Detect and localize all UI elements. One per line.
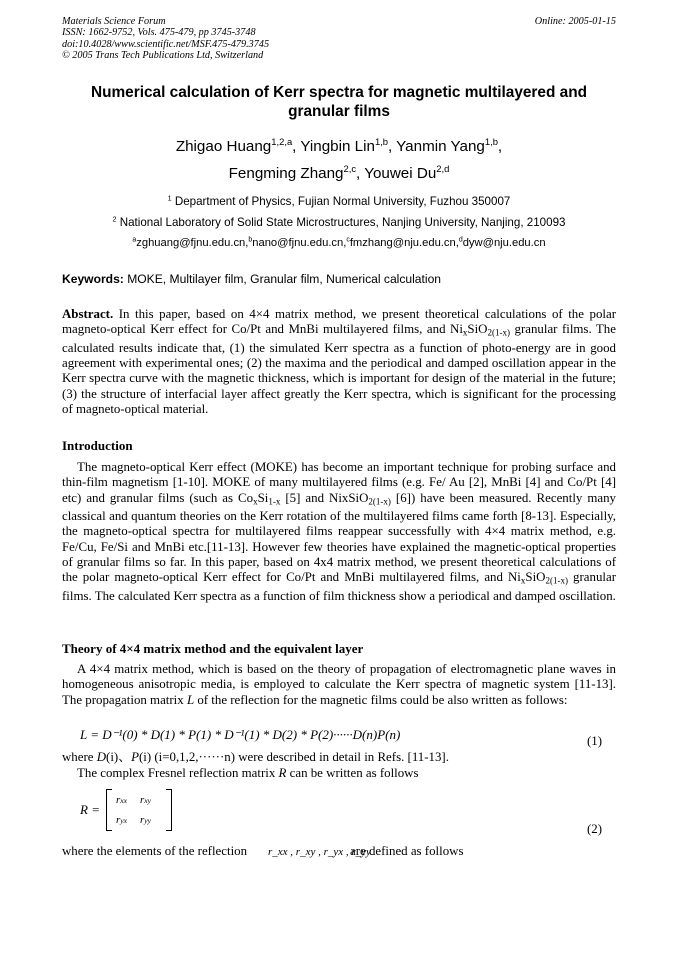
subscript: x — [520, 575, 526, 586]
math-symbol: P — [131, 750, 139, 764]
matrix-body — [112, 790, 166, 830]
theory-text: where — [62, 750, 97, 764]
intro-text: [5] and NixSiO — [280, 490, 369, 505]
abstract — [62, 307, 616, 417]
theory-paragraph — [62, 662, 616, 708]
affiliation-2 — [62, 216, 616, 230]
author-sep: , — [497, 138, 503, 155]
equation-number-1: (1) — [587, 734, 603, 748]
page-header — [62, 16, 616, 61]
affil-text: Department of Physics, Fujian Normal University, Fuzhou 350007 — [171, 195, 511, 208]
theory-text: of the reflection for the magnetic films could be also written as follows: — [194, 692, 568, 707]
affiliation-1 — [62, 195, 616, 209]
email-link[interactable]: zghuang@fjnu.edu.cn, — [136, 237, 249, 249]
email-sup: a — [132, 236, 137, 244]
equation-1: L = D⁻¹(0) * D(1) * P(1) * D⁻¹(1) * D(2) * P(2)······D(n)P(n) — [80, 727, 401, 742]
intro-text: [6]) have been measured. Recently many classical and quantum theories on the Kerr rotation of the multilayered films came forth [8-13]. Especially, the magneto-optical spectra for multilayered films reappear successfully with 4×4 matrix method, e.g. Fe/Cu, Fe/Si and MnBi etc.[11-13]. However few theories have explained the magnetic-optical properties of granular films so far. In this paper, based on 4x4 matrix method, we present theoretical calculations of the polar magneto-optical Kerr effect for Co/Pt and MnBi multilayered films, and Ni — [62, 490, 616, 585]
email-list — [62, 236, 616, 250]
author-affil-sup: 1,b — [484, 135, 498, 147]
email-sup: c — [346, 236, 350, 244]
matrix-bracket-right — [166, 789, 172, 831]
theory-text: The complex Fresnel reflection matrix — [77, 766, 279, 780]
matrix-element: r xy — [139, 794, 152, 806]
fresnel-line — [77, 766, 631, 781]
subscript: x — [462, 327, 468, 338]
abstract-text: granular films. The calculated results indicate that, (1) the simulated Kerr spectra as a function of photo-energy are in good agreement with experimental ones; (2) the maxima and the periodical and damped oscillation appear in the Kerr spectra curve with the magnetic thickness, which is important for design of the material in the future; (3) the structure of interfacial layer affect greatly the Kerr spectra, which is significant for the processing of magneto-optical material. — [62, 322, 616, 417]
keywords-text: MOKE, Multilayer film, Granular film, Numerical calculation — [123, 272, 442, 286]
keywords — [62, 272, 616, 287]
issn: ISSN: 1662-9752, Vols. 475-479, pp 3745-3748 — [62, 27, 256, 39]
intro-text: Si — [257, 490, 269, 505]
introduction-paragraph — [62, 460, 616, 604]
author-affil-sup: 1,2,a — [271, 135, 293, 147]
equation-2-matrix — [80, 788, 172, 832]
theory-text: A 4×4 matrix method, which is based on the theory of propagation of electromagnetic plane waves in homogeneous anisotropic media, is employed to calculate the Kerr spectra of magnetic system [11-13]. The propagation matrix — [62, 662, 616, 707]
affil-sup: 2 — [112, 214, 117, 224]
matrix-element: r yy — [139, 814, 152, 826]
theory-text: (i) (i=0,1,2,······n) were described in detail in Refs. [11-13]. — [138, 750, 449, 764]
subscript: 2(1-x) — [545, 575, 568, 586]
math-symbol: L — [186, 692, 195, 707]
theory-text: can be written as follows — [286, 766, 419, 780]
author-name: , Youwei Du — [356, 165, 437, 182]
reflection-elements-tail: are defined as follows — [350, 844, 464, 858]
theory-text: where the elements of the reflection — [62, 844, 248, 858]
email-link[interactable]: nano@fjnu.edu.cn, — [252, 237, 347, 249]
author-name: , Yingbin Lin — [292, 138, 375, 155]
subscript: 2(1-x) — [487, 327, 511, 338]
math-symbol: D — [96, 750, 107, 764]
abstract-text: SiO — [467, 322, 488, 337]
intro-text: granular films. The calculated Kerr spectra as a function of film thickness show a periodical and damped oscillation. — [62, 570, 617, 603]
matrix-lhs: R = — [80, 802, 100, 817]
author-affil-sup: 2,d — [436, 162, 450, 174]
journal-name: Materials Science Forum — [62, 16, 166, 27]
section-heading-introduction: Introduction — [62, 438, 133, 453]
affil-sup: 1 — [167, 193, 172, 203]
title-line-1: Numerical calculation of Kerr spectra for magnetic multilayered and — [90, 84, 588, 101]
abstract-text: In this paper, based on 4×4 matrix method, we present theoretical calculations of the polar magneto-optical Kerr effect for Co/Pt and MnBi multilayered films, and Ni — [62, 307, 616, 337]
author-name: , Yanmin Yang — [388, 138, 485, 155]
subscript: 2(1-x) — [368, 495, 391, 506]
equation-number-2: (2) — [587, 822, 603, 836]
reflection-elements: r_xx , r_xy , r_yx , r_yy — [268, 846, 371, 858]
copyright: © 2005 Trans Tech Publications Ltd, Switzerland — [62, 49, 264, 61]
online-date: Online: 2005-01-15 — [534, 16, 616, 27]
paper-title — [62, 83, 616, 121]
email-link[interactable]: fmzhang@nju.edu.cn, — [349, 237, 459, 249]
author-name: Zhigao Huang — [175, 138, 272, 155]
where-line — [62, 750, 616, 765]
affil-text: National Laboratory of Solid State Microstructures, Nanjing University, Nanjing, 210093 — [116, 216, 566, 229]
matrix-element: r xx — [115, 794, 128, 806]
author-list — [62, 133, 616, 187]
section-heading-theory: Theory of 4×4 matrix method and the equivalent layer — [62, 641, 364, 656]
abstract-label: Abstract. — [62, 307, 114, 321]
email-sup: d — [458, 236, 463, 244]
keywords-label: Keywords: — [62, 272, 124, 286]
title-line-2: granular films — [288, 103, 390, 120]
email-sup: b — [248, 236, 253, 244]
author-name: Fengming Zhang — [228, 165, 344, 182]
authors-line-2 — [62, 160, 616, 187]
matrix-element: r yx — [115, 814, 128, 826]
subscript: 1-x — [268, 495, 281, 506]
subscript: x — [253, 495, 258, 506]
math-symbol: R — [278, 766, 287, 780]
doi: doi:10.4028/www.scientific.net/MSF.475-479.3745 — [62, 38, 270, 50]
theory-text: (i)、 — [106, 750, 132, 764]
intro-text: The magneto-optical Kerr effect (MOKE) has become an important technique for probing surface and thin-film magnetism [1-10]. MOKE of many multilayered films (e.g. Fe/ Au [2], MnBi [4] and Co/Pt [4] etc) and granular films (such as Co — [62, 460, 616, 505]
authors-line-1 — [62, 133, 616, 160]
intro-text: SiO — [525, 570, 546, 585]
author-affil-sup: 2,c — [343, 162, 357, 174]
author-affil-sup: 1,b — [374, 135, 389, 147]
email-link[interactable]: dyw@nju.edu.cn — [462, 237, 546, 249]
